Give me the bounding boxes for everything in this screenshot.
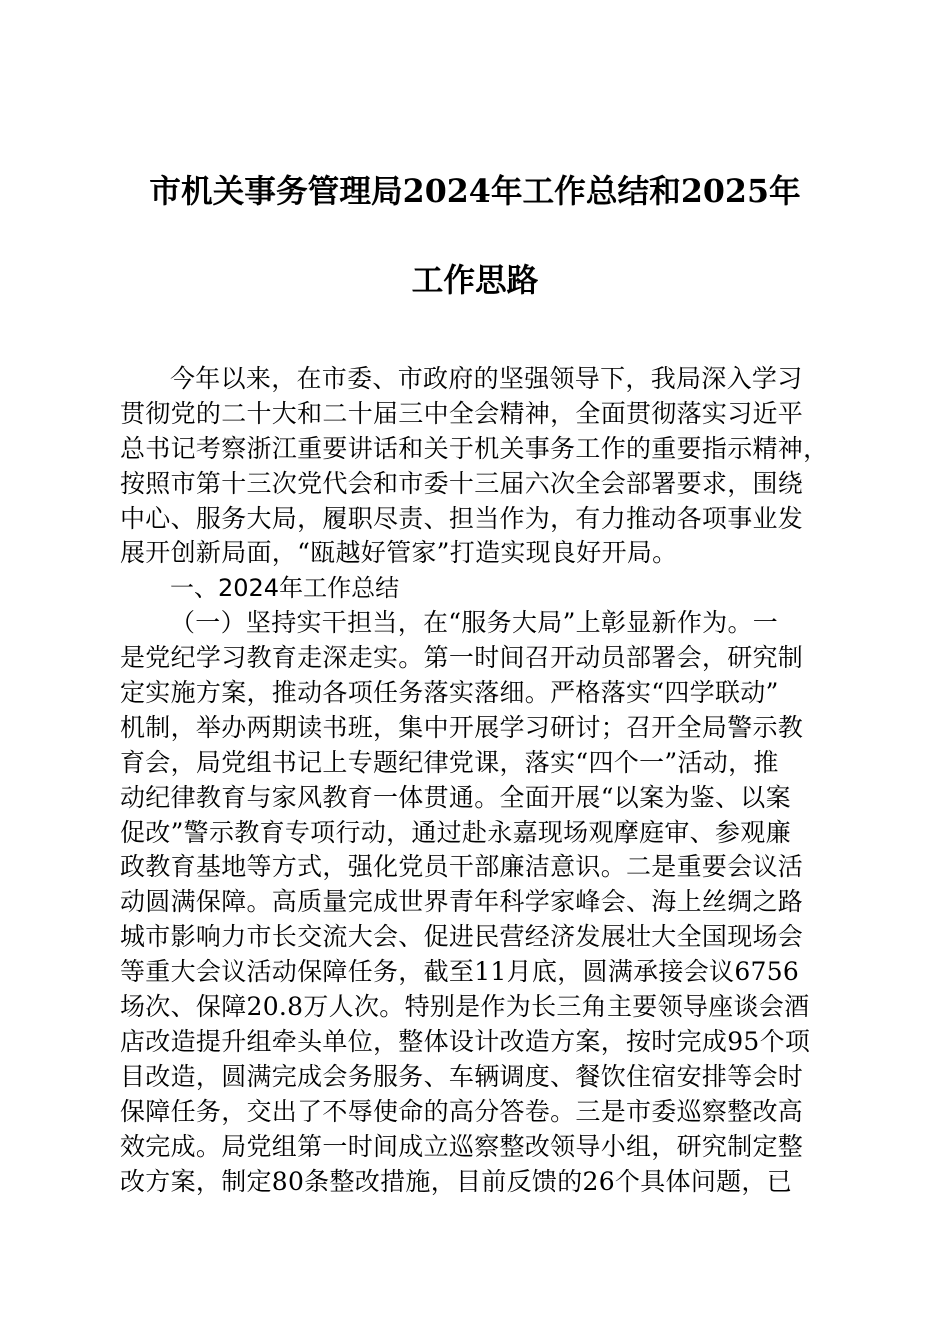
- document-body: [120, 362, 832, 1199]
- text-line: 按照市第十三次党代会和市委十三届六次全会部署要求，围绕: [120, 468, 804, 498]
- title-line-1: 市机关事务管理局2024年工作总结和2025年: [149, 173, 801, 210]
- intro-paragraph: [120, 362, 832, 571]
- document-title: [0, 170, 950, 303]
- text-line: 城市影响力市长交流大会、促进民营经济发展壮大全国现场会: [120, 922, 804, 952]
- text-line: 目改造，圆满完成会务服务、车辆调度、餐饮住宿安排等会时: [120, 1061, 804, 1091]
- text-line: 效完成。局党组第一时间成立巡察整改领导小组，研究制定整: [120, 1131, 804, 1161]
- text-line: 促改”警示教育专项行动，通过赴永嘉现场观摩庭审、参观廉: [120, 817, 791, 847]
- text-line: 育会，局党组书记上专题纪律党课，落实“四个一”活动，推: [120, 747, 779, 777]
- text-line: 店改造提升组牵头单位，整体设计改造方案，按时完成95个项: [120, 1026, 811, 1056]
- text-line: 贯彻党的二十大和二十届三中全会精神，全面贯彻落实习近平: [120, 398, 804, 428]
- section-paragraph: [120, 606, 832, 1199]
- text-line: 改方案，制定80条整改措施，目前反馈的26个具体问题，已: [120, 1166, 793, 1196]
- text-line: 定实施方案，推动各项任务落实落细。严格落实“四学联动”: [120, 678, 779, 708]
- text-line: 总书记考察浙江重要讲话和关于机关事务工作的重要指示精神，: [120, 433, 829, 463]
- text-line: 展开创新局面，“瓯越好管家”打造实现良好开局。: [120, 538, 678, 568]
- text-line: 保障任务，交出了不辱使命的高分答卷。三是市委巡察整改高: [120, 1096, 804, 1126]
- text-line: 机制，举办两期读书班，集中开展学习研讨；召开全局警示教: [120, 712, 804, 742]
- text-line: 是党纪学习教育走深走实。第一时间召开动员部署会，研究制: [120, 643, 804, 673]
- text-line: 今年以来，在市委、市政府的坚强领导下，我局深入学习: [170, 364, 803, 393]
- title-line-2: 工作思路: [411, 262, 539, 299]
- text-line: （一）坚持实干担当，在“服务大局”上彰显新作为。一: [170, 608, 779, 638]
- text-line: 政教育基地等方式，强化党员干部廉洁意识。二是重要会议活: [120, 852, 804, 882]
- text-line: 动圆满保障。高质量完成世界青年科学家峰会、海上丝绸之路: [120, 887, 804, 917]
- text-line: 中心、服务大局，履职尽责、担当作为，有力推动各项事业发: [120, 503, 804, 533]
- text-line: 等重大会议活动保障任务，截至11月底，圆满承接会议6756: [120, 957, 800, 987]
- section-heading: 一、2024年工作总结: [170, 574, 400, 603]
- text-line: 动纪律教育与家风教育一体贯通。全面开展“以案为鉴、以案: [120, 782, 791, 812]
- text-line: 场次、保障20.8万人次。特别是作为长三角主要领导座谈会酒: [120, 992, 810, 1022]
